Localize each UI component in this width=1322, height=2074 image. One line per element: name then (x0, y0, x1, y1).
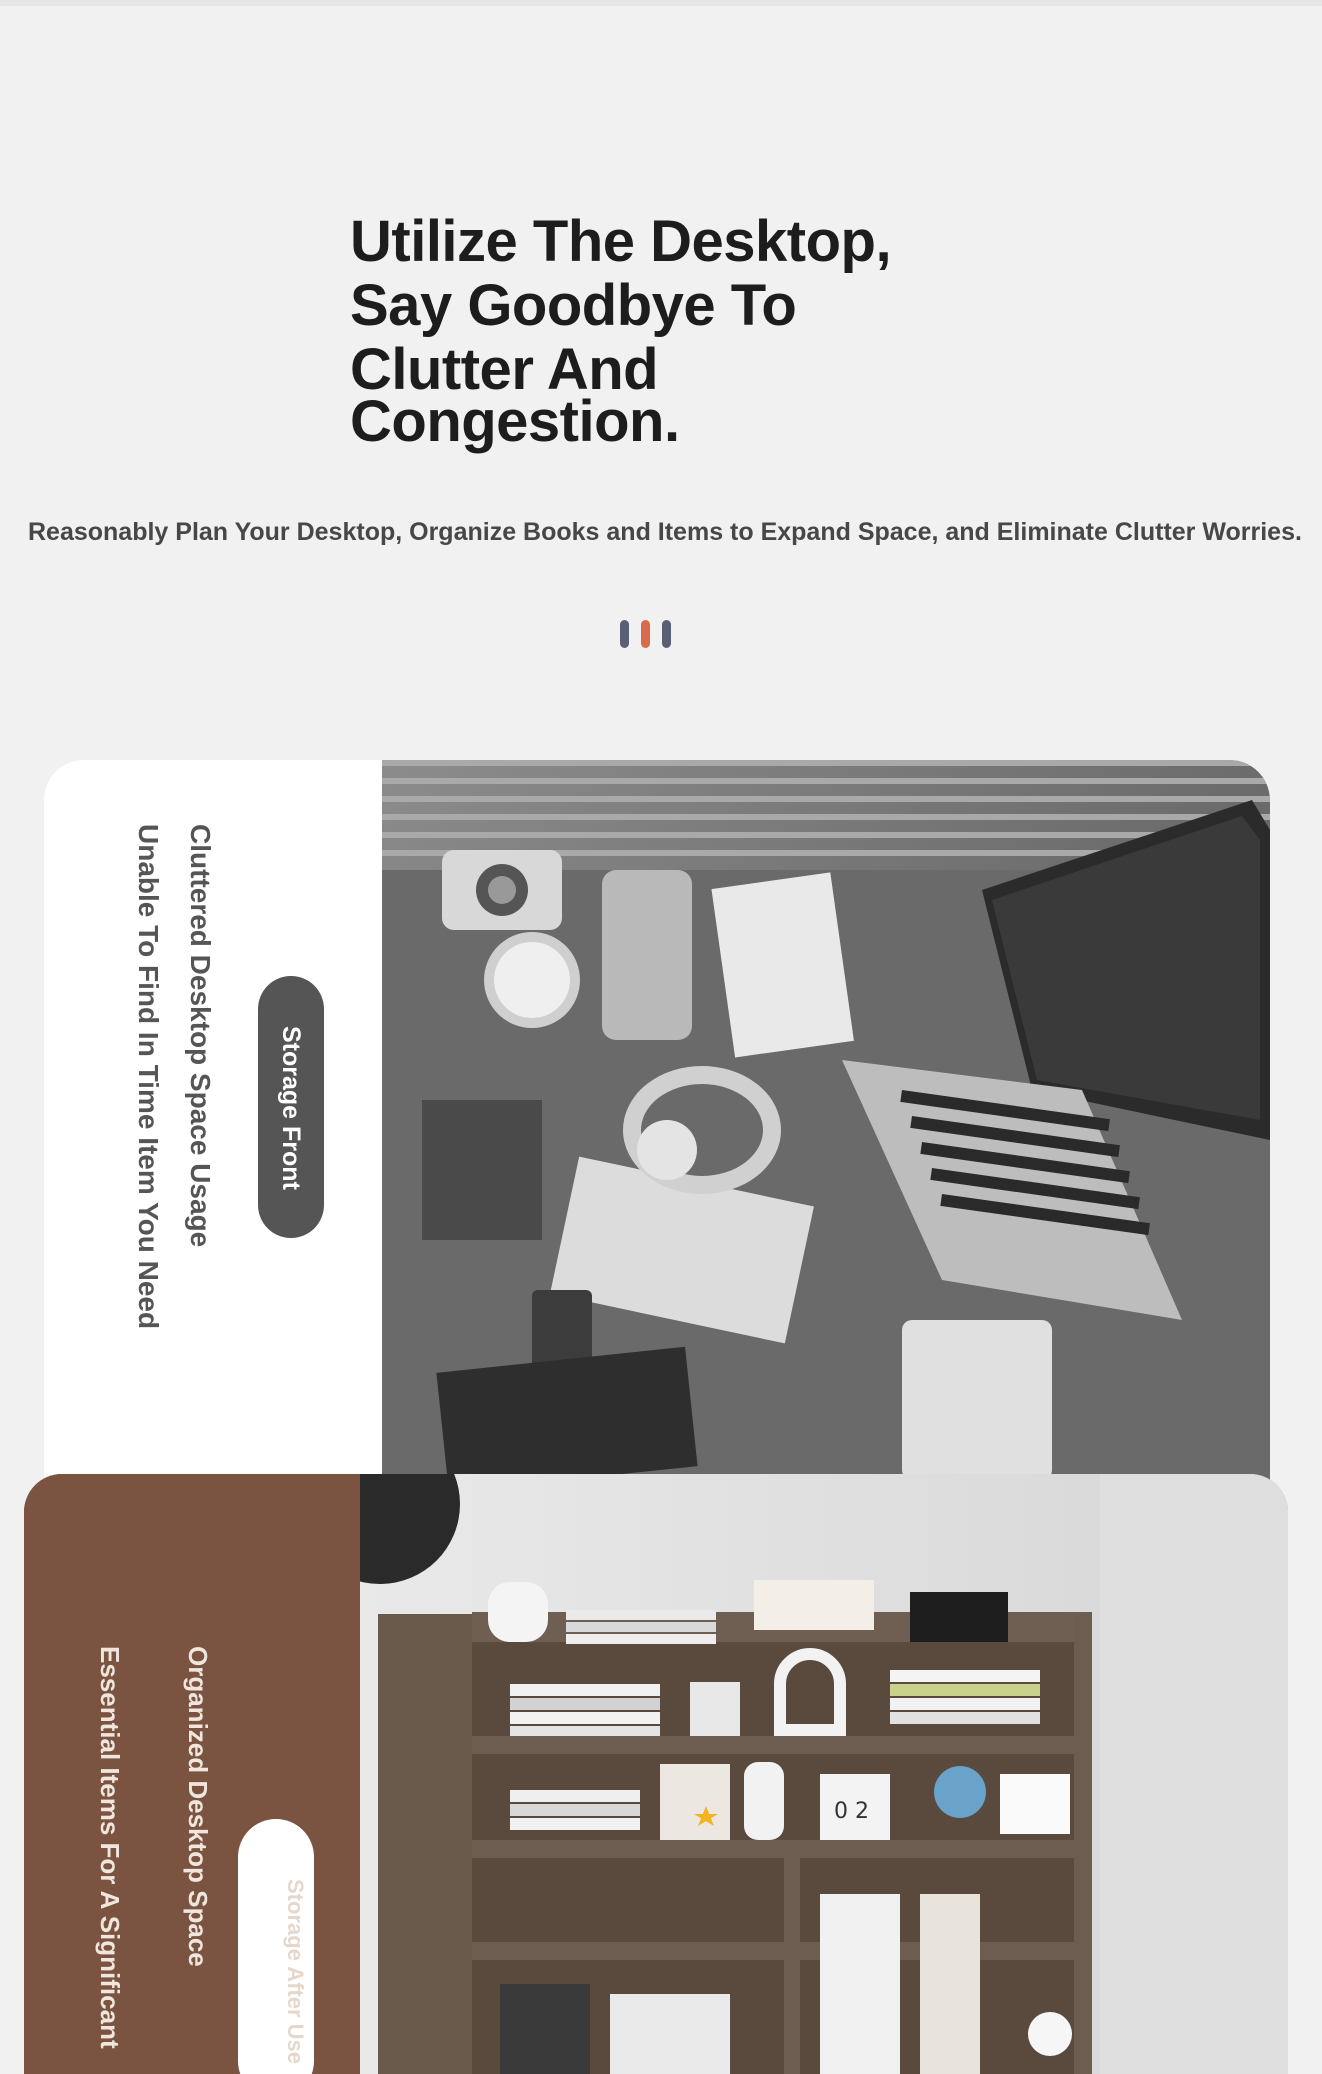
after-text-panel (24, 1474, 360, 2074)
after-line-2: Essential Items For A Significant (95, 1646, 125, 2049)
desktop-bookshelf-photo (360, 1474, 1288, 2074)
cluttered-desk-photo (382, 760, 1270, 1480)
before-card (44, 760, 1270, 1480)
storage-after-badge (238, 1819, 314, 2074)
page-title (350, 210, 990, 454)
decorative-dots (620, 620, 671, 648)
dot-icon-accent (641, 620, 650, 648)
title-line-2: Say Goodbye To (350, 273, 797, 338)
after-line-1: Organized Desktop Space (183, 1646, 213, 1967)
before-line-1: Cluttered Desktop Space Usage (185, 824, 216, 1248)
date-block-text: 0 2 (834, 1799, 869, 1824)
title-line-3: Clutter And (350, 337, 659, 402)
storage-after-label: Storage After Use (283, 1879, 308, 2065)
page-subtitle: Reasonably Plan Your Desktop, Organize Books and Items to Expand Space, and Eliminate Clutter Worries. (28, 518, 1302, 546)
after-card (24, 1474, 1288, 2074)
storage-front-label: Storage Front (277, 1026, 305, 1190)
title-line-4: Congestion. (350, 389, 680, 454)
dot-icon (620, 620, 629, 648)
top-divider (0, 0, 1322, 6)
before-line-2: Unable To Find In Time Item You Need (133, 824, 164, 1330)
before-text-panel (44, 760, 382, 1480)
dot-icon (662, 620, 671, 648)
storage-front-badge (258, 976, 324, 1238)
title-line-1: Utilize The Desktop, (350, 209, 892, 274)
